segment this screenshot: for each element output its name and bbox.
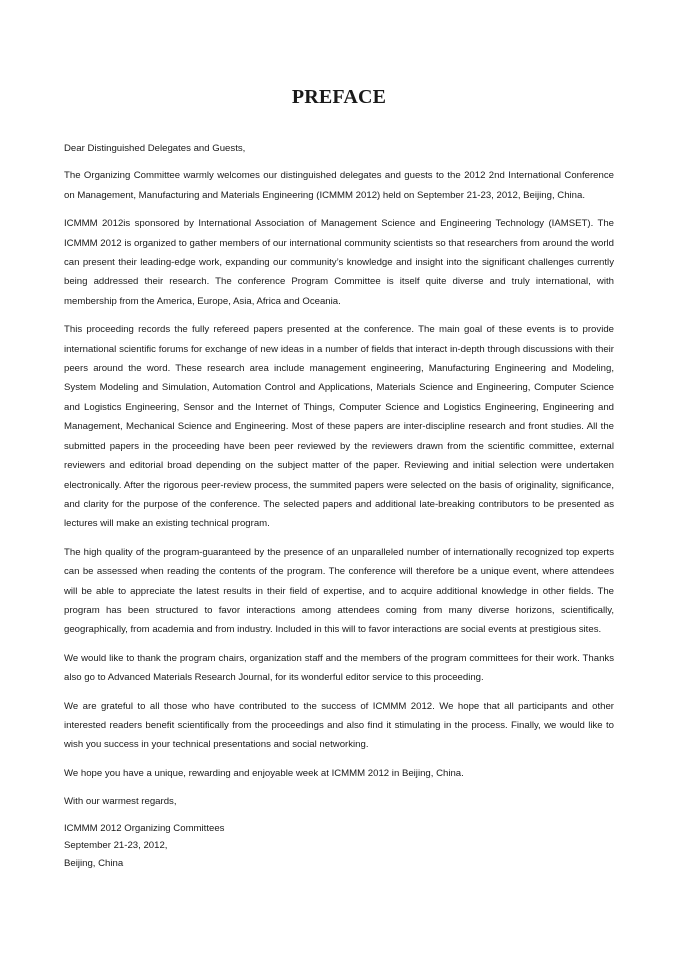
paragraph-welcome: The Organizing Committee warmly welcomes our distinguished delegates and guests to the 2012 2nd International Conference on Management, Manufacturing and Materials Engineering (ICMMM 2012) held on September 21-23, 2012, Beijing, China. xyxy=(64,170,614,201)
salutation: Dear Distinguished Delegates and Guests, xyxy=(64,143,246,154)
signature-organizer: ICMMM 2012 Organizing Committees xyxy=(64,822,225,834)
paragraph-quality: The high quality of the program-guaranteed by the presence of an unparalleled number of internationally recognized top experts can be assessed when reading the contents of the program. The conference will therefore be a unique event, where attendees will be able to appreciate the latest results in their field of expertise, and to acquire additional knowledge in other fields. The program has been structured to favor interactions among attendees coming from many diverse horizons, scientifically, geographically, from academia and from industry. Included in this will to favor interactions are social events at prestigious sites. xyxy=(64,546,614,636)
signature-date: September 21-23, 2012, xyxy=(64,840,168,852)
paragraph-wishes: We hope you have a unique, rewarding and enjoyable week at ICMMM 2012 in Beijing, China. xyxy=(64,767,464,779)
paragraph-thanks: We would like to thank the program chairs, organization staff and the members of the program committees for their work. Thanks also go to Advanced Materials Research Journal, for its wonderful editor service to this proceeding. xyxy=(64,652,614,684)
page-title: PREFACE xyxy=(291,86,387,108)
preface-page xyxy=(64,86,614,872)
paragraph-gratitude: We are grateful to all those who have contributed to the success of ICMMM 2012. We hope that all participants and other interested readers benefit scientifically from the proceedings and also find it stimulating in the process. Finally, we would like to wish you success in your technical presentations and social networking. xyxy=(64,700,614,751)
signature-location: Beijing, China xyxy=(64,857,124,869)
paragraph-sponsor: ICMMM 2012is sponsored by International Association of Management Science and Engineering Technology (IAMSET). The ICMMM 2012 is organized to gather members of our international community scientists so that researchers from around the world can present their leading-edge work, expanding our community’s knowledge and insight into the significant challenges currently being addressed their research. The conference Program Committee is itself quite diverse and truly international, with membership from the America, Europe, Asia, Africa and Oceania. xyxy=(64,218,614,307)
closing: With our warmest regards, xyxy=(64,796,177,808)
paragraph-proceeding: This proceeding records the fully refereed papers presented at the conference. The main goal of these events is to provide international scientific forums for exchange of new ideas in a number of fields that interact in-depth through discussions with their peers around the word. These research area include management engineering, Manufacturing Engineering and Modeling, System Modeling and Simulation, Automation Control and Applications, Materials Science and Engineering, Computer Science and Logistics Engineering, Sensor and the Internet of Things, Computer Science and Logistics Engineering, Engineering and Management, Mechanical Science and Engineering. Most of these papers are inter-discipline research and front studies. All the submitted papers in the proceeding have been peer reviewed by the reviewers drawn from the scientific committee, external reviewers and editorial broad depending on the subject matter of the paper. Reviewing and initial selection were undertaken electronically. After the rigorous peer-review process, the summited papers were selected on the basis of originality, significance, and clarity for the purpose of the conference. The selected papers and additional late-breaking contributors to be presented as lectures will make an existing technical program. xyxy=(64,324,614,530)
signature-block xyxy=(64,820,614,873)
